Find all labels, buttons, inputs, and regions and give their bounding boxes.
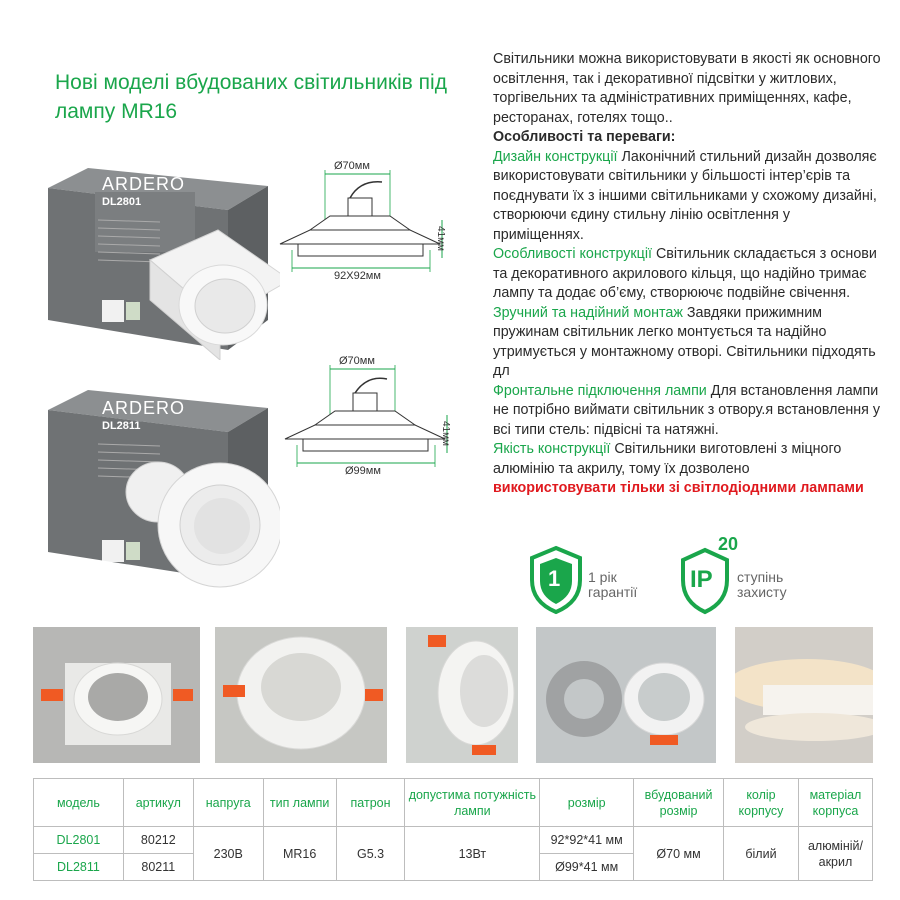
dimension-drawing-dl2811 [275,355,465,480]
intro-text: Світильники можна використовувати в якості як основного освітлення, так і декоративної підсвітки у житлових, торгівельних та адміністративних приміщеннях, кафе, ресторанах, готелях тощо.. [493,51,881,126]
table-header-cell: розмір [540,779,634,827]
feature-title: Дизайн конструкції [493,148,618,165]
table-header-cell: колір корпусу [724,779,799,827]
feature-text: Світильники виготовлені з міцного алюмінію та акрилу, тому їх дозволено [493,441,842,477]
technical-drawing-icon [275,355,465,480]
height-dimension: 41мм [440,421,451,446]
description-block [493,50,883,499]
feature-title: Особливості конструкції [493,246,652,262]
ip-line-2: захисту [737,584,787,600]
table-row [34,827,873,854]
table-cell-socket: G5.3 [336,827,405,881]
page-title: Нові моделі вбудованих світильників під лампу MR16 [55,71,447,123]
luminaire-photo-icon [215,627,387,763]
table-cell-voltage: 230В [193,827,263,881]
table-cell-article: 80211 [123,854,193,881]
hole-dimension: Ø70мм [339,355,375,367]
box-brand: ARDERO [102,398,186,418]
table-cell-article: 80212 [123,827,193,854]
warranty-number: 1 [548,566,561,591]
ip-text [737,570,787,600]
table-header-cell: вбудований розмір [634,779,724,827]
hole-dimension: Ø70мм [334,160,370,172]
led-warning: використовувати тільки зі світлодіодними лампами [493,480,864,496]
specification-table [33,778,873,881]
dimension-drawing-dl2801 [270,160,460,285]
table-header-cell: тип лампи [263,779,336,827]
feature-text: Лаконічний стильний дизайн дозволяє використовувати світильники у більшості інтер’єрів та поєднувати їх з іншими світильниками у схожому дизайні, створюючи єдину стильну лінію освітлення у приміщеннях. [493,148,877,243]
table-header-cell: напруга [193,779,263,827]
table-header-cell: матеріал корпуса [798,779,872,827]
table-cell-material: алюміній/ акрил [798,827,872,881]
feature-text: Для встановлення лампи не потрібно виймати світильник з отвору.я встановлення у всі типи стель: підвісні та натяжні. [493,382,881,438]
table-cell-power: 13Вт [405,827,540,881]
photo-lit-luminaire [735,627,873,763]
table-cell-size: 92*92*41 мм [540,827,634,854]
ip-label: IP [690,566,713,593]
product-dl2811-image [40,380,280,600]
size-dimension: Ø99мм [345,465,381,477]
photo-front-luminaire [215,627,387,763]
table-cell-lamp: MR16 [263,827,336,881]
table-cell-size: Ø99*41 мм [540,854,634,881]
table-cell-model: DL2801 [34,827,124,854]
warranty-line-2: гарантії [588,584,638,600]
feature-title: Фронтальне підключення лампи [493,382,707,399]
size-dimension: 92X92мм [334,270,381,282]
photo-parts-luminaire [536,627,716,763]
table-header-cell: допустима потужність лампи [405,779,540,827]
product-dl2801-image [40,150,280,360]
luminaire-photo-icon [536,627,716,763]
technical-drawing-icon [270,160,460,285]
table-cell-built-in: Ø70 мм [634,827,724,881]
table-header-cell: патрон [336,779,405,827]
box-model: DL2811 [102,420,141,432]
luminaire-photo-icon [33,627,200,763]
table-header-row [34,779,873,827]
feature-text: Завдяки прижимним пружинам світильник легко монтується та надійно утримується у монтажному отворі. Світильники підходять дл [493,304,876,379]
photo-side-luminaire [406,627,518,763]
table-cell-model: DL2811 [34,854,124,881]
table-header-cell: артикул [123,779,193,827]
warranty-text [588,570,637,600]
warranty-line-1: 1 рік [588,569,617,585]
luminaire-photo-icon [406,627,518,763]
feature-text: Світильник складається з основи та декоративного акрилового кільця, що надійно тримає лампу та додає об’єму, створюючє подвійне свічення. [493,246,877,301]
feature-title: Якість конструкції [493,441,611,457]
box-brand: ARDERO [102,174,186,194]
height-dimension: 41мм [435,226,446,251]
table-header-cell: модель [34,779,124,827]
table-cell-color: білий [724,827,799,881]
ip-number: 20 [718,534,739,554]
badges-area [520,534,820,620]
photo-strip [33,627,873,763]
luminaire-photo-icon [735,627,873,763]
photo-square-luminaire [33,627,200,763]
features-heading: Особливості та переваги: [493,129,676,145]
feature-title: Зручний та надійний монтаж [493,304,683,321]
ip-line-1: ступінь [737,569,784,585]
box-model: DL2801 [102,196,142,208]
